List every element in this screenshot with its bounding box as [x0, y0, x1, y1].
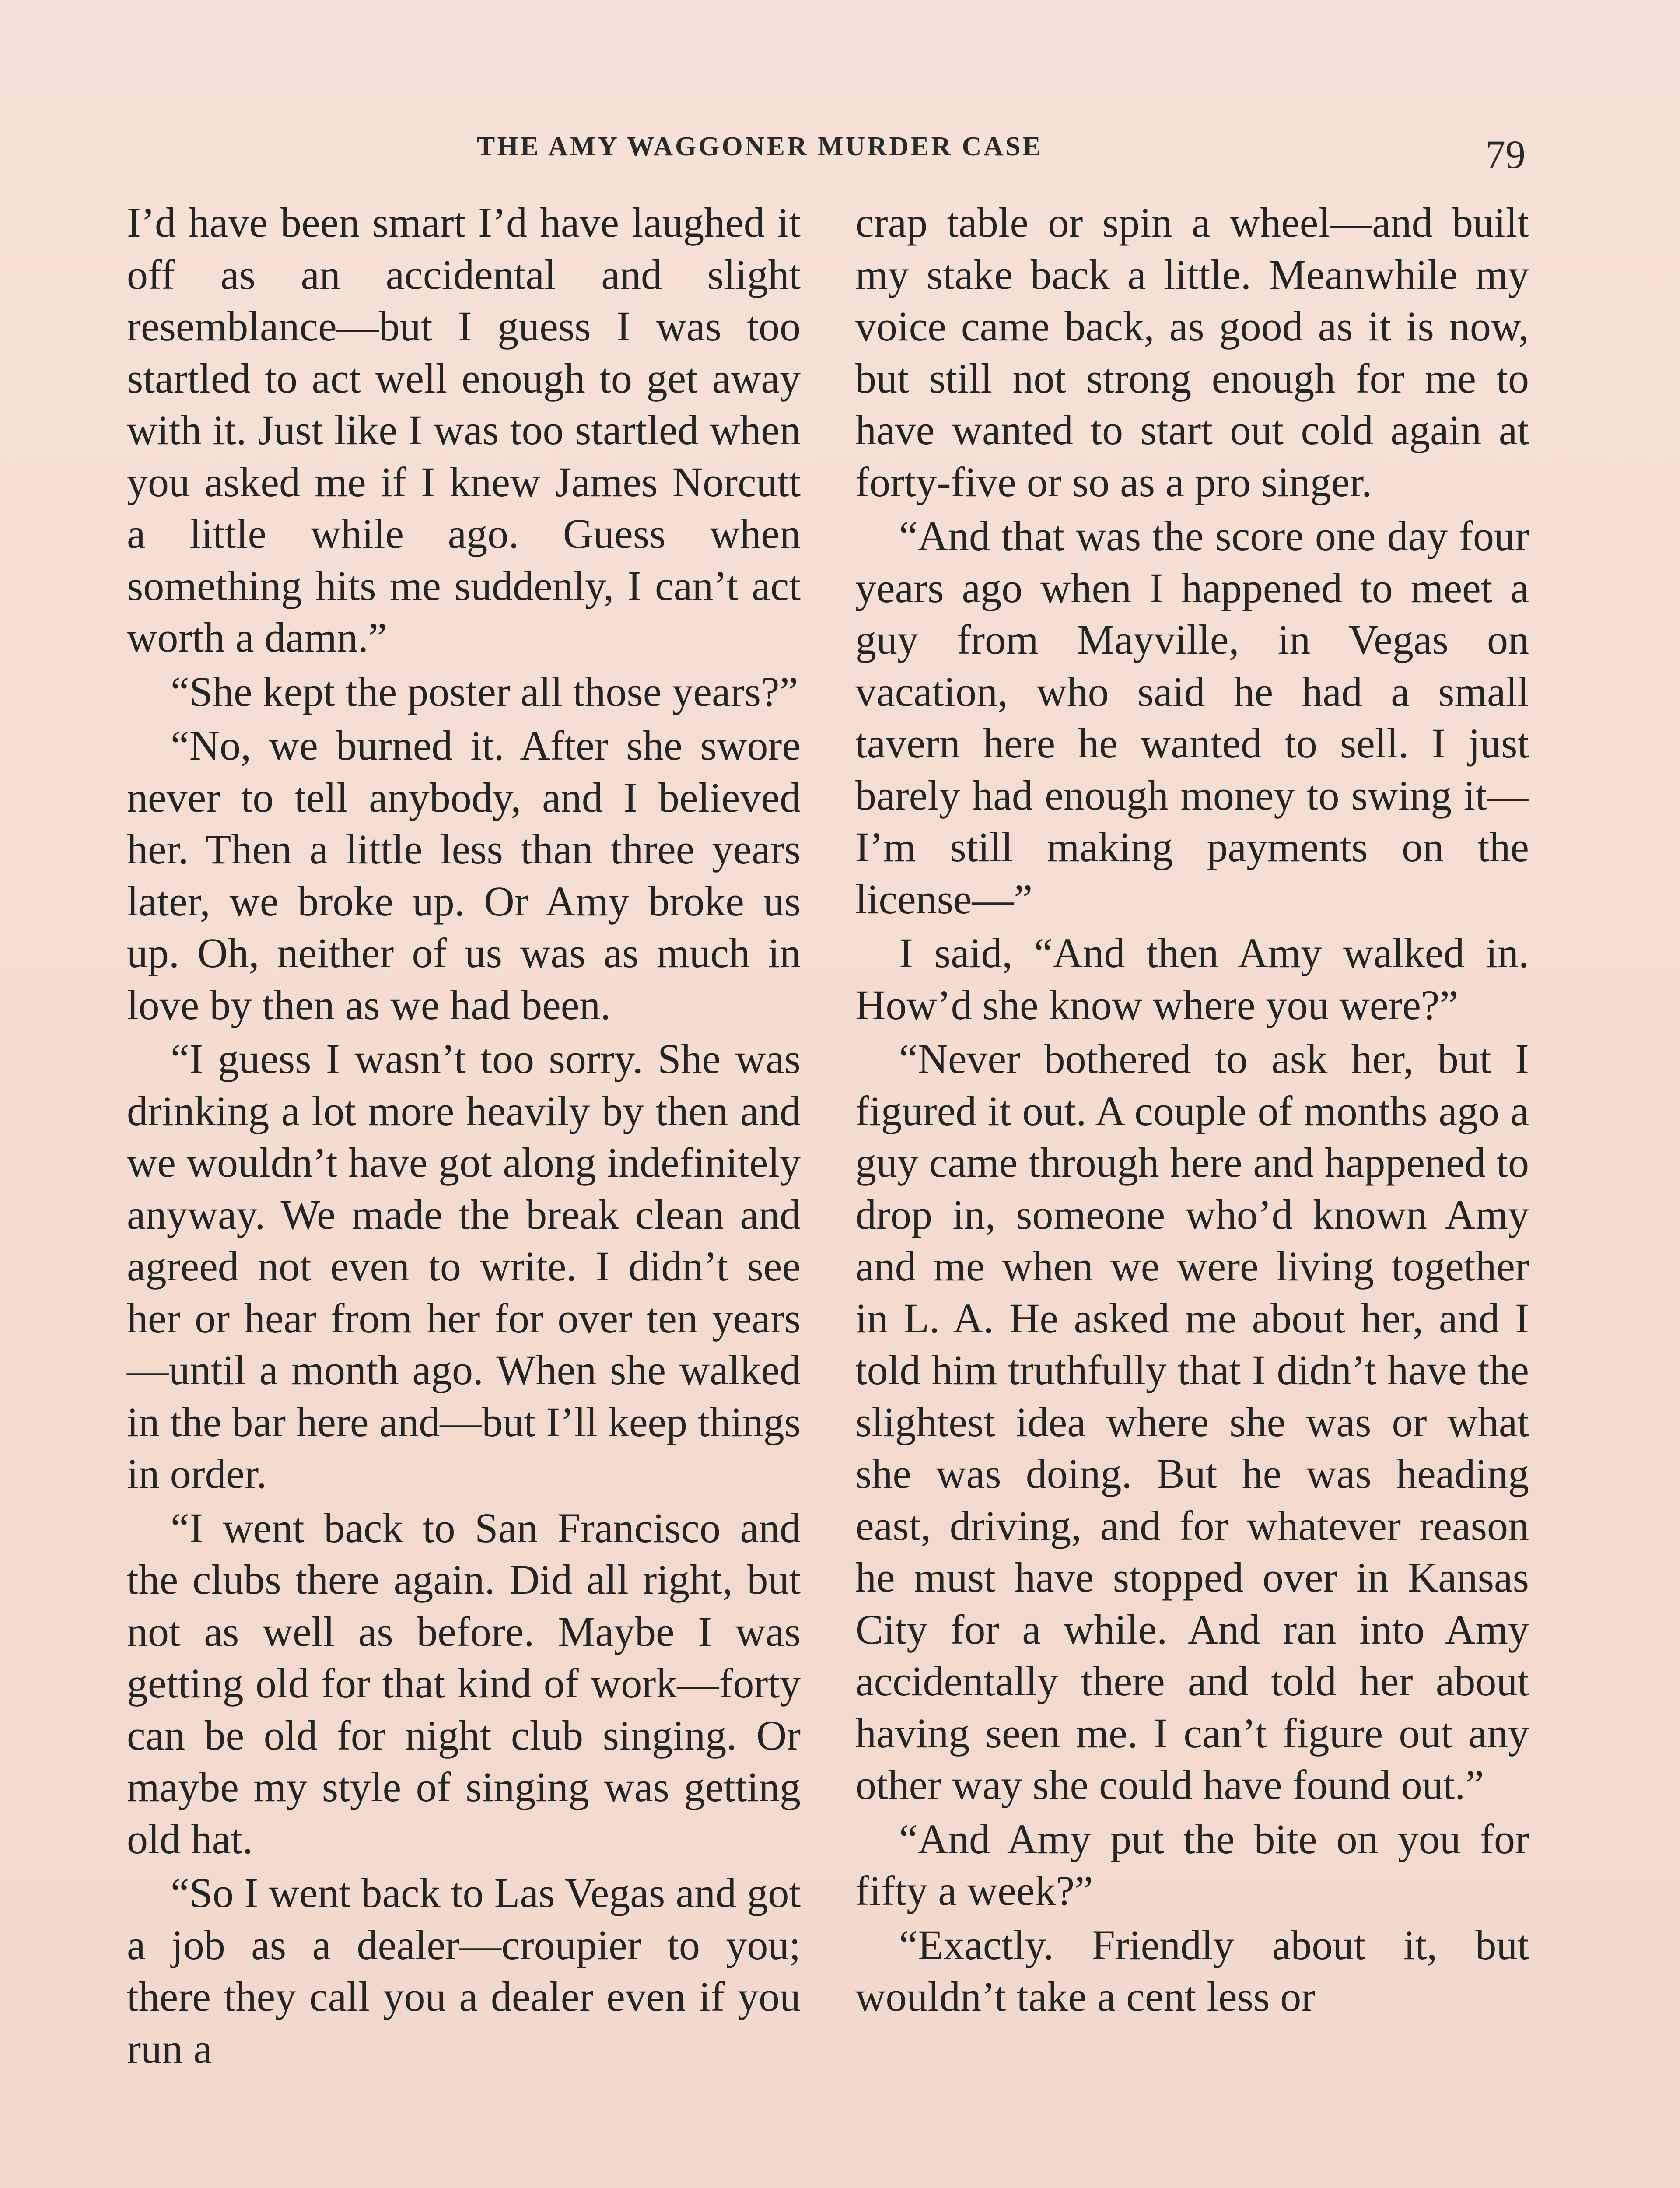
paragraph: “No, we burned it. After she swore never to tell anybody, and I believed her. Then a little less than three years later, we broke up. Or Amy broke us up. Oh, neither of us was as much in love by then as we had been. [127, 722, 801, 1028]
paragraph: I said, “And then Amy walked in. How’d she know where you were?” [855, 929, 1529, 1028]
paragraph: “And that was the score one day four years ago when I happened to meet a guy from Mayville, in Vegas on vacation, who said he had a small tavern here he wanted to sell. I just barely had enough money to swing it—I’m still making payments on the license—” [855, 512, 1529, 922]
paragraph: I’d have been smart I’d have laughed it off as an accidental and slight resemblance—but I guess I was too startled to act well enough to get away with it. Just like I was too startled when you asked me if I knew James Norcutt a little while ago. Guess when something hits me suddenly, I can’t act worth a damn.” [127, 199, 801, 661]
paragraph: “Never bothered to ask her, but I figured it out. A couple of months ago a guy came through here and happened to drop in, someone who’d known Amy and me when we were living together in L. A. He asked me about her, and I told him truthfully that I didn’t have the slightest idea where she was or what she was doing. But he was heading east, driving, and for whatever reason he must have stopped over in Kansas City for a while. And ran into Amy accidentally there and told her about having seen me. I can’t figure out any other way she could have found out.” [855, 1035, 1529, 1808]
running-head-title: THE AMY WAGGONER MURDER CASE [477, 132, 1043, 161]
left-text-column [127, 197, 801, 2075]
paragraph: “And Amy put the bite on you for fifty a week?” [855, 1815, 1529, 1914]
paragraph: crap table or spin a wheel—and built my stake back a little. Meanwhile my voice came back, as good as it is now, but still not strong enough for me to have wanted to start out cold again at forty-five or so as a pro singer. [855, 199, 1529, 505]
paragraph: “Exactly. Friendly about it, but wouldn’t take a cent less or [855, 1921, 1529, 2020]
paragraph: “She kept the poster all those years?” [171, 668, 798, 715]
page-number: 79 [1485, 132, 1526, 177]
paragraph: “So I went back to Las Vegas and got a job as a dealer—croupier to you; there they call you a dealer even if you run a [127, 1869, 801, 2072]
paragraph: “I guess I wasn’t too sorry. She was drinking a lot more heavily by then and we wouldn’t have got along indefinitely anyway. We made the break clean and agreed not even to write. I didn’t see her or hear from her for over ten years—until a month ago. When she walked in the bar here and—but I’ll keep things in order. [127, 1035, 801, 1497]
paragraph: “I went back to San Francisco and the clubs there again. Did all right, but not as well as before. Maybe I was getting old for that kind of work—forty can be old for night club singing. Or maybe my style of singing was getting old hat. [127, 1504, 801, 1862]
right-text-column [855, 197, 1529, 2023]
